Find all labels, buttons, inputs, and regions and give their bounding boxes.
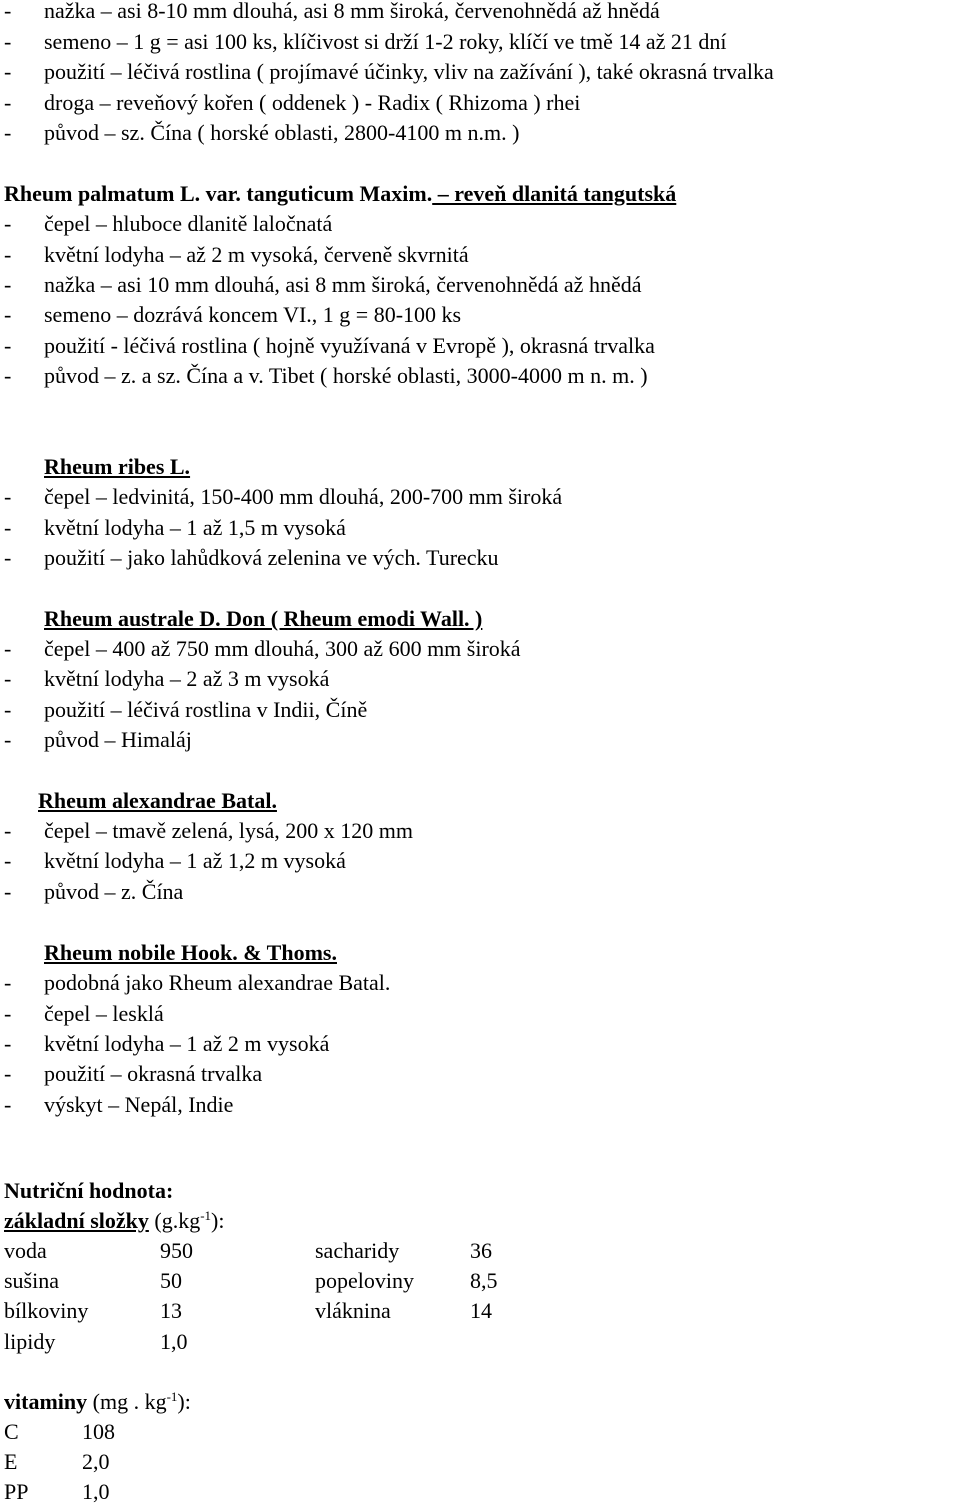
vitamin-name: E — [4, 1449, 18, 1474]
bullet-dash: - — [4, 242, 12, 267]
bullet-dash: - — [4, 970, 12, 995]
list-item-text: nažka – asi 10 mm dlouhá, asi 8 mm široká, červenohnědá až hnědá — [44, 272, 642, 297]
list-item-text: semeno – dozrává koncem VI., 1 g = 80-100 ks — [44, 302, 462, 327]
list-item-text: květní lodyha – 1 až 2 m vysoká — [44, 1031, 330, 1056]
bullet-dash: - — [4, 484, 12, 509]
bullet-dash: - — [4, 29, 12, 54]
bullet-dash: - — [4, 1031, 12, 1056]
vitamins-label: vitaminy — [4, 1389, 88, 1414]
bullet-dash: - — [4, 818, 12, 843]
list-item-text: nažka – asi 8-10 mm dlouhá, asi 8 mm široká, červenohnědá až hnědá — [44, 0, 660, 23]
nutrient-value: 14 — [470, 1298, 492, 1323]
bullet-dash: - — [4, 1061, 12, 1086]
bullet-dash: - — [4, 211, 12, 236]
list-item-text: použití – léčivá rostlina v Indii, Číně — [44, 697, 368, 722]
basic-components-heading — [4, 1206, 225, 1236]
unit-exponent: -1 — [200, 1208, 212, 1223]
nutrient-name: lipidy — [4, 1329, 56, 1354]
nutrient-name: bílkoviny — [4, 1298, 89, 1323]
bullet-dash: - — [4, 727, 12, 752]
nutrient-name: sušina — [4, 1268, 59, 1293]
nutrient-value: 950 — [160, 1238, 193, 1263]
basic-components-label: základní složky — [4, 1208, 149, 1233]
list-item-text: použití - léčivá rostlina ( hojně využívaná v Evropě ), okrasná trvalka — [44, 333, 655, 358]
list-item-text: droga – reveňový kořen ( oddenek ) - Radix ( Rhizoma ) rhei — [44, 90, 581, 115]
bullet-dash: - — [4, 120, 12, 145]
species-name: Rheum palmatum L. var. tanguticum Maxim. — [4, 181, 433, 206]
bullet-dash: - — [4, 272, 12, 297]
bullet-dash: - — [4, 666, 12, 691]
nutrient-value: 13 — [160, 1298, 182, 1323]
bullet-dash: - — [4, 59, 12, 84]
bullet-dash: - — [4, 1092, 12, 1117]
list-item-text: čepel – lesklá — [44, 1001, 164, 1026]
bullet-dash: - — [4, 545, 12, 570]
nutrient-name: popeloviny — [315, 1268, 414, 1293]
nutrient-name: voda — [4, 1238, 47, 1263]
list-item-text: podobná jako Rheum alexandrae Batal. — [44, 970, 391, 995]
nutrient-name: sacharidy — [315, 1238, 400, 1263]
nutrition-title: Nutriční hodnota: — [4, 1178, 174, 1203]
vitamins-heading — [4, 1387, 191, 1417]
vitamin-value: 1,0 — [82, 1479, 110, 1504]
vitamin-value: 108 — [82, 1419, 115, 1444]
list-item-text: čepel – hluboce dlanitě laločnatá — [44, 211, 333, 236]
bullet-dash: - — [4, 1001, 12, 1026]
bullet-dash: - — [4, 90, 12, 115]
unit-exponent: -1 — [166, 1389, 178, 1404]
nutrient-value: 36 — [470, 1238, 492, 1263]
section-heading — [4, 179, 676, 209]
section-heading: Rheum nobile Hook. & Thoms. — [44, 940, 337, 965]
bullet-dash: - — [4, 636, 12, 661]
list-item-text: semeno – 1 g = asi 100 ks, klíčivost si drží 1-2 roky, klíčí ve tmě 14 až 21 dní — [44, 29, 727, 54]
list-item-text: čepel – ledvinitá, 150-400 mm dlouhá, 200-700 mm široká — [44, 484, 563, 509]
list-item-text: použití – jako lahůdková zelenina ve vých. Turecku — [44, 545, 499, 570]
species-common-name: – reveň dlanitá tangutská — [432, 181, 677, 206]
list-item-text: čepel – tmavě zelená, lysá, 200 x 120 mm — [44, 818, 413, 843]
list-item-text: původ – z. a sz. Čína a v. Tibet ( horské oblasti, 3000-4000 m n. m. ) — [44, 363, 648, 388]
bullet-dash: - — [4, 848, 12, 873]
bullet-dash: - — [4, 697, 12, 722]
vitamin-name: PP — [4, 1479, 29, 1504]
section-heading: Rheum australe D. Don ( Rheum emodi Wall. ) — [44, 606, 483, 631]
list-item-text: květní lodyha – 2 až 3 m vysoká — [44, 666, 330, 691]
bullet-dash: - — [4, 0, 12, 23]
list-item-text: výskyt – Nepál, Indie — [44, 1092, 234, 1117]
list-item-text: původ – sz. Čína ( horské oblasti, 2800-4100 m n.m. ) — [44, 120, 520, 145]
nutrient-value: 8,5 — [470, 1268, 498, 1293]
nutrient-name: vláknina — [315, 1298, 391, 1323]
bullet-dash: - — [4, 879, 12, 904]
list-item-text: původ – Himaláj — [44, 727, 192, 752]
list-item-text: čepel – 400 až 750 mm dlouhá, 300 až 600 mm široká — [44, 636, 521, 661]
bullet-dash: - — [4, 302, 12, 327]
nutrient-value: 1,0 — [160, 1329, 188, 1354]
list-item-text: květní lodyha – 1 až 1,2 m vysoká — [44, 848, 346, 873]
unit-text: (mg . kg — [87, 1389, 167, 1414]
list-item-text: použití – léčivá rostlina ( projímavé účinky, vliv na zažívání ), také okrasná trvalka — [44, 59, 774, 84]
bullet-dash: - — [4, 515, 12, 540]
vitamin-name: C — [4, 1419, 19, 1444]
list-item-text: použití – okrasná trvalka — [44, 1061, 263, 1086]
vitamin-value: 2,0 — [82, 1449, 110, 1474]
list-item-text: květní lodyha – 1 až 1,5 m vysoká — [44, 515, 346, 540]
list-item-text: původ – z. Čína — [44, 879, 184, 904]
nutrient-value: 50 — [160, 1268, 182, 1293]
bullet-dash: - — [4, 333, 12, 358]
unit-text: (g.kg — [148, 1208, 201, 1233]
unit-text-end: ): — [177, 1389, 191, 1414]
list-item-text: květní lodyha – až 2 m vysoká, červeně skvrnitá — [44, 242, 469, 267]
section-heading: Rheum ribes L. — [44, 454, 191, 479]
unit-text-end: ): — [211, 1208, 225, 1233]
section-heading: Rheum alexandrae Batal. — [38, 788, 277, 813]
bullet-dash: - — [4, 363, 12, 388]
